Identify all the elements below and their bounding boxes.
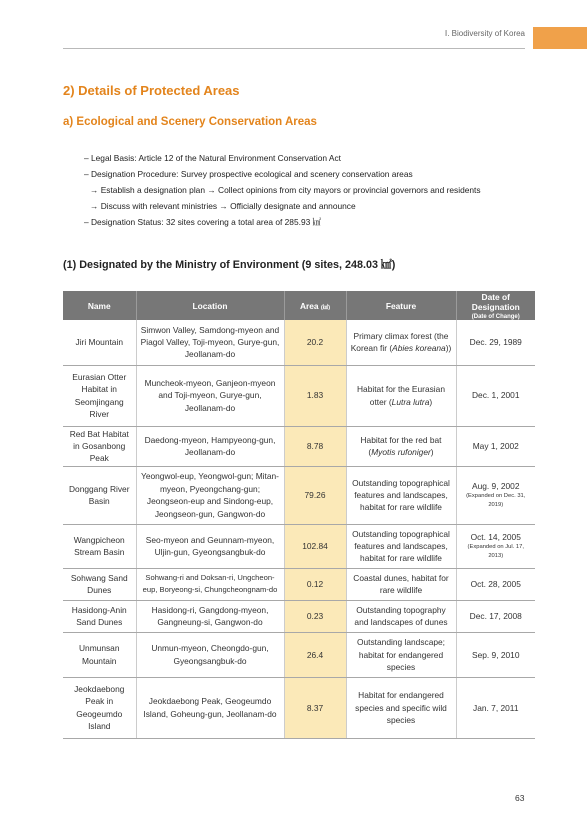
table-row	[63, 320, 535, 365]
site-name: Sohwang Sand Dunes	[63, 568, 136, 600]
status-line: – Designation Status: 32 sites covering a total area of 285.93 ㎢	[84, 217, 321, 227]
site-location: Jeokdaebong Peak, Geogeumdo Island, Goheung-gun, Jeollanam-do	[136, 677, 284, 738]
header-area: Area (㎢)	[284, 291, 346, 320]
table-title: (1) Designated by the Ministry of Environment (9 sites, 248.03 ㎢)	[63, 259, 396, 271]
table-row	[63, 568, 535, 600]
site-feature: Habitat for the Eurasian otter (Lutra lutra)	[346, 365, 456, 426]
site-name: Hasidong-Anin Sand Dunes	[63, 600, 136, 632]
site-area: 79.26	[284, 466, 346, 524]
site-date: Dec. 17, 2008	[456, 600, 535, 632]
site-feature: Outstanding topography and landscapes of dunes	[346, 600, 456, 632]
site-feature: Habitat for the red bat (Myotis rufoniger)	[346, 426, 456, 466]
site-area: 0.12	[284, 568, 346, 600]
header-date: Date of Designation (Date of Change)	[456, 291, 535, 320]
site-area: 8.78	[284, 426, 346, 466]
site-name: Jeokdaebong Peak in Geogeumdo Island	[63, 677, 136, 738]
header-divider	[63, 48, 525, 49]
section-title: 2) Details of Protected Areas	[63, 83, 240, 98]
site-date: Aug. 9, 2002 (Expanded on Dec. 31, 2019)	[456, 466, 535, 524]
header-name: Name	[63, 291, 136, 320]
site-feature: Coastal dunes, habitat for rare wildlife	[346, 568, 456, 600]
site-feature: Primary climax forest (the Korean fir (Abies koreana))	[346, 320, 456, 365]
header-accent-bar	[533, 27, 587, 49]
area-unit: (㎢)	[320, 304, 331, 311]
site-name: Red Bat Habitat in Gosanbong Peak	[63, 426, 136, 466]
site-location: Yeongwol-eup, Yeongwol-gun; Mitan-myeon, Pyeongchang-gun; Jeongseon-eup and Sindong-eup, Jeongseon-gun, Gangwon-do	[136, 466, 284, 524]
site-feature: Outstanding topographical features and landscapes, habitat for rare wildlife	[346, 524, 456, 568]
site-date: Jan. 7, 2011	[456, 677, 535, 738]
table-row	[63, 600, 535, 632]
site-feature: Habitat for endangered species and specific wild species	[346, 677, 456, 738]
table-row	[63, 466, 535, 524]
site-feature: Outstanding landscape; habitat for endangered species	[346, 632, 456, 677]
site-name: Jiri Mountain	[63, 320, 136, 365]
site-feature: Outstanding topographical features and landscapes, habitat for rare wildlife	[346, 466, 456, 524]
site-name: Donggang River Basin	[63, 466, 136, 524]
procedure-line: – Designation Procedure: Survey prospective ecological and scenery conservation areas	[84, 169, 413, 179]
site-date: Oct. 14, 2005 (Expanded on Jul. 17, 2013)	[456, 524, 535, 568]
table-row	[63, 426, 535, 466]
protected-areas-table	[63, 291, 535, 739]
site-location: Muncheok-myeon, Ganjeon-myeon and Toji-myeon, Gurye-gun, Jeollanam-do	[136, 365, 284, 426]
date-change-note: (Date of Change)	[471, 313, 520, 320]
site-area: 1.83	[284, 365, 346, 426]
expanded-note: (Expanded on Dec. 31, 2019)	[466, 493, 526, 509]
site-area: 26.4	[284, 632, 346, 677]
site-area: 0.23	[284, 600, 346, 632]
site-date: Dec. 29, 1989	[456, 320, 535, 365]
table-header-row	[63, 291, 535, 320]
table-row	[63, 524, 535, 568]
table-row	[63, 677, 535, 738]
header-location: Location	[136, 291, 284, 320]
site-location: Hasidong-ri, Gangdong-myeon, Gangneung-si, Gangwon-do	[136, 600, 284, 632]
site-area: 8.37	[284, 677, 346, 738]
running-header: Ⅰ. Biodiversity of Korea	[444, 29, 525, 38]
legal-basis-line: – Legal Basis: Article 12 of the Natural Environment Conservation Act	[84, 153, 341, 163]
procedure-step-1: → Establish a designation plan → Collect opinions from city mayors or provincial governors and residents	[90, 185, 481, 195]
site-date: May 1, 2002	[456, 426, 535, 466]
page-number: 63	[515, 793, 525, 803]
site-name: Wangpicheon Stream Basin	[63, 524, 136, 568]
site-area: 102.84	[284, 524, 346, 568]
table-row	[63, 632, 535, 677]
subsection-title: a) Ecological and Scenery Conservation Areas	[63, 116, 317, 128]
site-area: 20.2	[284, 320, 346, 365]
site-location: Sohwang-ri and Doksan-ri, Ungcheon-eup, Boryeong-si, Chungcheongnam-do	[136, 568, 284, 600]
site-date: Sep. 9, 2010	[456, 632, 535, 677]
site-date: Dec. 1, 2001	[456, 365, 535, 426]
site-date: Oct. 28, 2005	[456, 568, 535, 600]
expanded-note: (Expanded on Jul. 17, 2013)	[467, 544, 524, 560]
site-location: Unmun-myeon, Cheongdo-gun, Gyeongsangbuk-do	[136, 632, 284, 677]
site-name: Eurasian Otter Habitat in Seomjingang River	[63, 365, 136, 426]
site-location: Seo-myeon and Geunnam-myeon, Uljin-gun, Gyeongsangbuk-do	[136, 524, 284, 568]
site-name: Unmunsan Mountain	[63, 632, 136, 677]
header-feature: Feature	[346, 291, 456, 320]
designation-bullets	[84, 150, 481, 230]
site-location: Simwon Valley, Samdong-myeon and Piagol Valley, Toji-myeon, Gurye-gun, Jeollanam-do	[136, 320, 284, 365]
site-location: Daedong-myeon, Hampyeong-gun, Jeollanam-do	[136, 426, 284, 466]
table-row	[63, 365, 535, 426]
procedure-step-2: → Discuss with relevant ministries → Officially designate and announce	[90, 201, 356, 211]
